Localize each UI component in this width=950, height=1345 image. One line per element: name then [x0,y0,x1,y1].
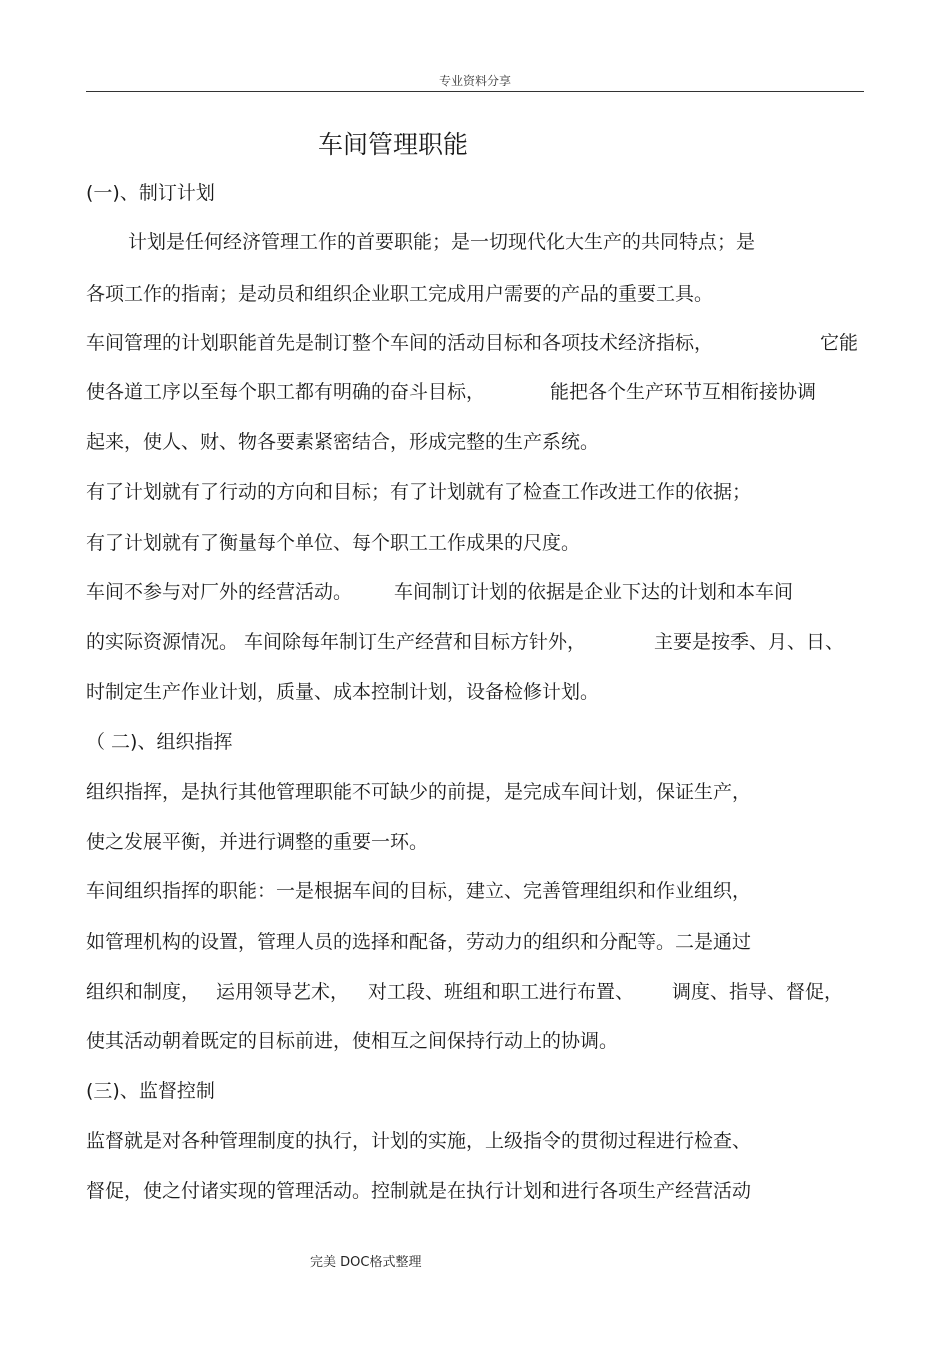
page-footer: 完美 DOC格式整理 [310,1255,422,1270]
paragraph-line: 的实际资源情况。 车间除每年制订生产经营和目标方针外， [86,631,587,653]
paragraph-line: 它能 [820,332,859,354]
paragraph-line: 如管理机构的设置，管理人员的选择和配备，劳动力的组织和分配等。二是通过 [86,931,752,953]
paragraph-line: 使各道工序以至每个职工都有明确的奋斗目标， [86,381,486,403]
section-heading-2: （ 二)、组织指挥 [86,731,233,753]
paragraph-line: 有了计划就有了衡量每个单位、每个职工工作成果的尺度。 [86,532,581,554]
section-heading-3: (三)、监督控制 [86,1080,215,1102]
section-heading-1: (一)、制订计划 [86,182,215,204]
paragraph-line: 使其活动朝着既定的目标前进，使相互之间保持行动上的协调。 [86,1030,619,1052]
paragraph-line: 能把各个生产环节互相衔接协调 [550,381,817,403]
paragraph-line: 对工段、班组和职工进行布置、 [368,981,635,1003]
header-rule [86,91,864,92]
paragraph-line: 有了计划就有了行动的方向和目标；有了计划就有了检查工作改进工作的依据； [86,481,752,503]
paragraph-line: 各项工作的指南；是动员和组织企业职工完成用户需要的产品的重要工具。 [86,283,714,305]
paragraph-line: 监督就是对各种管理制度的执行，计划的实施，上级指令的贯彻过程进行检查、 [86,1130,752,1152]
paragraph-line: 车间不参与对厂外的经营活动。 [86,581,353,603]
paragraph-line: 督促，使之付诸实现的管理活动。控制就是在执行计划和进行各项生产经营活动 [86,1180,752,1202]
paragraph-line: 调度、指导、督促， [672,981,844,1003]
paragraph-line: 主要是按季、月、日、 [654,631,845,653]
paragraph-line: 车间制订计划的依据是企业下达的计划和本车间 [394,581,794,603]
paragraph-line: 车间管理的计划职能首先是制订整个车间的活动目标和各项技术经济指标， [86,332,714,354]
paragraph-line: 起来，使人、财、物各要素紧密结合，形成完整的生产系统。 [86,431,600,453]
paragraph-line: 组织指挥，是执行其他管理职能不可缺少的前提，是完成车间计划，保证生产， [86,781,752,803]
paragraph-line: 时制定生产作业计划，质量、成本控制计划，设备检修计划。 [86,681,600,703]
paragraph-line: 组织和制度， [86,981,201,1003]
paragraph-line: 运用领导艺术， [216,981,350,1003]
paragraph-line: 使之发展平衡，并进行调整的重要一环。 [86,831,429,853]
paragraph-line: 计划是任何经济管理工作的首要职能；是一切现代化大生产的共同特点；是 [128,231,756,253]
page-header: 专业资料分享 [438,74,511,88]
paragraph-line: 车间组织指挥的职能：一是根据车间的目标，建立、完善管理组织和作业组织， [86,880,752,902]
document-title: 车间管理职能 [318,130,469,159]
